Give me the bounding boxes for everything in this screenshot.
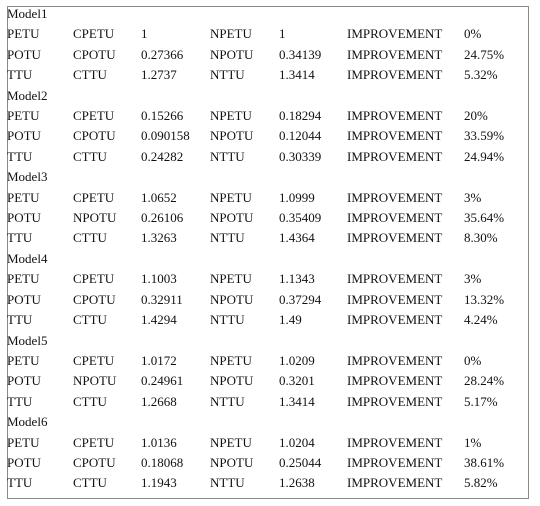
table-row <box>7 290 519 310</box>
metric-cell: TTU <box>7 148 33 164</box>
table-row <box>7 208 519 228</box>
improvement-label-cell: IMPROVEMENT <box>347 434 443 450</box>
improvement-label-cell: IMPROVEMENT <box>347 148 443 164</box>
n-value-cell: 1.3414 <box>279 67 315 83</box>
n-value-cell: 0.3201 <box>279 373 315 389</box>
c-metric-cell: CTTU <box>73 475 107 491</box>
improvement-value-cell: 13.32% <box>464 291 505 307</box>
c-value-cell: 0.18068 <box>141 454 184 470</box>
improvement-label-cell: IMPROVEMENT <box>347 373 443 389</box>
table-row <box>7 392 519 412</box>
c-value-cell: 0.32911 <box>141 291 183 307</box>
n-metric-cell: NPETU <box>210 271 252 287</box>
metric-cell: POTU <box>7 46 41 62</box>
table-row <box>7 45 519 65</box>
metric-cell: POTU <box>7 128 41 144</box>
c-metric-cell: CPETU <box>73 189 115 205</box>
c-metric-cell: CPOTU <box>73 454 116 470</box>
c-metric-cell: CPETU <box>73 26 115 42</box>
c-value-cell: 0.24961 <box>141 373 184 389</box>
model-name: Model1 <box>7 6 48 21</box>
n-metric-cell: NPOTU <box>210 454 254 470</box>
results-table-body <box>7 4 519 494</box>
improvement-value-cell: 28.24% <box>464 373 505 389</box>
improvement-label-cell: IMPROVEMENT <box>347 271 443 287</box>
n-value-cell: 1.2638 <box>279 475 315 491</box>
improvement-value-cell: 38.61% <box>464 454 505 470</box>
metric-cell: TTU <box>7 67 33 83</box>
table-row <box>7 188 519 208</box>
n-value-cell: 0.37294 <box>279 291 322 307</box>
metric-cell: PETU <box>7 189 40 205</box>
n-value-cell: 0.18294 <box>279 108 322 124</box>
c-value-cell: 1.3263 <box>141 230 177 246</box>
metric-cell: PETU <box>7 434 40 450</box>
table-row <box>7 453 519 473</box>
improvement-value-cell: 1% <box>464 434 482 450</box>
n-value-cell: 1.0999 <box>279 189 315 205</box>
n-value-cell: 1.3414 <box>279 393 315 409</box>
n-metric-cell: NTTU <box>210 475 245 491</box>
model-header-row <box>7 86 519 106</box>
table-row <box>7 310 519 330</box>
model-header-row <box>7 412 519 432</box>
n-metric-cell: NPETU <box>210 108 252 124</box>
improvement-label-cell: IMPROVEMENT <box>347 352 443 368</box>
metric-cell: POTU <box>7 454 41 470</box>
table-row <box>7 228 519 248</box>
improvement-label-cell: IMPROVEMENT <box>347 67 443 83</box>
n-metric-cell: NPETU <box>210 352 252 368</box>
c-value-cell: 1.2668 <box>141 393 177 409</box>
improvement-label-cell: IMPROVEMENT <box>347 46 443 62</box>
c-metric-cell: CPOTU <box>73 128 116 144</box>
improvement-value-cell: 5.17% <box>464 393 498 409</box>
n-metric-cell: NTTU <box>210 230 245 246</box>
metric-cell: PETU <box>7 271 40 287</box>
table-row <box>7 106 519 126</box>
model-header-row <box>7 167 519 187</box>
n-metric-cell: NPETU <box>210 26 252 42</box>
c-metric-cell: CPETU <box>73 271 115 287</box>
c-value-cell: 1 <box>141 26 148 42</box>
c-metric-cell: CPETU <box>73 434 115 450</box>
table-row <box>7 24 519 44</box>
metric-cell: TTU <box>7 230 33 246</box>
improvement-label-cell: IMPROVEMENT <box>347 189 443 205</box>
model-name: Model4 <box>7 250 48 266</box>
n-metric-cell: NPOTU <box>210 128 254 144</box>
c-value-cell: 1.0652 <box>141 189 177 205</box>
table-row <box>7 126 519 146</box>
n-metric-cell: NPOTU <box>210 291 254 307</box>
improvement-label-cell: IMPROVEMENT <box>347 230 443 246</box>
model-name: Model6 <box>7 414 48 430</box>
n-metric-cell: NPOTU <box>210 373 254 389</box>
improvement-value-cell: 35.64% <box>464 210 505 226</box>
improvement-value-cell: 5.32% <box>464 67 498 83</box>
c-metric-cell: CTTU <box>73 312 107 328</box>
n-metric-cell: NTTU <box>210 148 245 164</box>
c-metric-cell: CTTU <box>73 148 107 164</box>
n-metric-cell: NPETU <box>210 189 252 205</box>
n-metric-cell: NTTU <box>210 393 245 409</box>
n-value-cell: 0.25044 <box>279 454 322 470</box>
improvement-label-cell: IMPROVEMENT <box>347 210 443 226</box>
model-header-row <box>7 249 519 269</box>
c-value-cell: 0.27366 <box>141 46 184 62</box>
metric-cell: POTU <box>7 291 41 307</box>
improvement-label-cell: IMPROVEMENT <box>347 108 443 124</box>
metric-cell: TTU <box>7 312 33 328</box>
results-table <box>7 4 519 494</box>
improvement-value-cell: 3% <box>464 271 482 287</box>
n-metric-cell: NTTU <box>210 312 245 328</box>
improvement-label-cell: IMPROVEMENT <box>347 128 443 144</box>
improvement-value-cell: 5.82% <box>464 475 498 491</box>
model-name: Model5 <box>7 332 48 348</box>
improvement-value-cell: 3% <box>464 189 482 205</box>
table-row <box>7 269 519 289</box>
model-name: Model3 <box>7 169 48 185</box>
c-value-cell: 0.15266 <box>141 108 184 124</box>
improvement-label-cell: IMPROVEMENT <box>347 475 443 491</box>
improvement-value-cell: 24.94% <box>464 148 505 164</box>
c-metric-cell: CTTU <box>73 67 107 83</box>
metric-cell: POTU <box>7 210 41 226</box>
n-value-cell: 0.34139 <box>279 46 322 62</box>
improvement-value-cell: 8.30% <box>464 230 498 246</box>
n-value-cell: 0.35409 <box>279 210 322 226</box>
improvement-value-cell: 33.59% <box>464 128 505 144</box>
c-metric-cell: CPOTU <box>73 46 116 62</box>
c-value-cell: 1.4294 <box>141 312 177 328</box>
improvement-value-cell: 24.75% <box>464 46 505 62</box>
improvement-label-cell: IMPROVEMENT <box>347 393 443 409</box>
n-value-cell: 1.4364 <box>279 230 315 246</box>
improvement-label-cell: IMPROVEMENT <box>347 312 443 328</box>
metric-cell: PETU <box>7 352 40 368</box>
improvement-label-cell: IMPROVEMENT <box>347 26 443 42</box>
improvement-value-cell: 20% <box>464 108 488 124</box>
improvement-value-cell: 4.24% <box>464 312 498 328</box>
c-metric-cell: NPOTU <box>73 373 117 389</box>
n-value-cell: 1 <box>279 26 286 42</box>
n-metric-cell: NPOTU <box>210 210 254 226</box>
n-metric-cell: NTTU <box>210 67 245 83</box>
metric-cell: POTU <box>7 373 41 389</box>
n-metric-cell: NPETU <box>210 434 252 450</box>
c-value-cell: 1.2737 <box>141 67 177 83</box>
metric-cell: PETU <box>7 26 40 42</box>
improvement-value-cell: 0% <box>464 26 482 42</box>
table-row <box>7 371 519 391</box>
improvement-value-cell: 0% <box>464 352 482 368</box>
c-metric-cell: CPETU <box>73 352 115 368</box>
metric-cell: TTU <box>7 393 33 409</box>
metric-cell: TTU <box>7 475 33 491</box>
c-value-cell: 0.26106 <box>141 210 184 226</box>
c-metric-cell: CPETU <box>73 108 115 124</box>
c-metric-cell: NPOTU <box>73 210 117 226</box>
c-value-cell: 1.0136 <box>141 434 177 450</box>
c-metric-cell: CPOTU <box>73 291 116 307</box>
c-value-cell: 0.090158 <box>141 128 190 144</box>
n-value-cell: 0.12044 <box>279 128 322 144</box>
n-value-cell: 1.1343 <box>279 271 315 287</box>
c-value-cell: 1.0172 <box>141 352 177 368</box>
improvement-label-cell: IMPROVEMENT <box>347 291 443 307</box>
c-value-cell: 1.1003 <box>141 271 177 287</box>
n-value-cell: 1.49 <box>279 312 302 328</box>
model-header-row <box>7 4 519 24</box>
table-row <box>7 473 519 493</box>
c-value-cell: 0.24282 <box>141 148 184 164</box>
table-row <box>7 351 519 371</box>
improvement-label-cell: IMPROVEMENT <box>347 454 443 470</box>
model-header-row <box>7 331 519 351</box>
table-row <box>7 65 519 85</box>
n-value-cell: 1.0209 <box>279 352 315 368</box>
table-row <box>7 147 519 167</box>
n-value-cell: 1.0204 <box>279 434 315 450</box>
c-metric-cell: CTTU <box>73 393 107 409</box>
c-value-cell: 1.1943 <box>141 475 177 491</box>
c-metric-cell: CTTU <box>73 230 107 246</box>
n-value-cell: 0.30339 <box>279 148 322 164</box>
model-name: Model2 <box>7 87 48 103</box>
table-row <box>7 433 519 453</box>
metric-cell: PETU <box>7 108 40 124</box>
n-metric-cell: NPOTU <box>210 46 254 62</box>
